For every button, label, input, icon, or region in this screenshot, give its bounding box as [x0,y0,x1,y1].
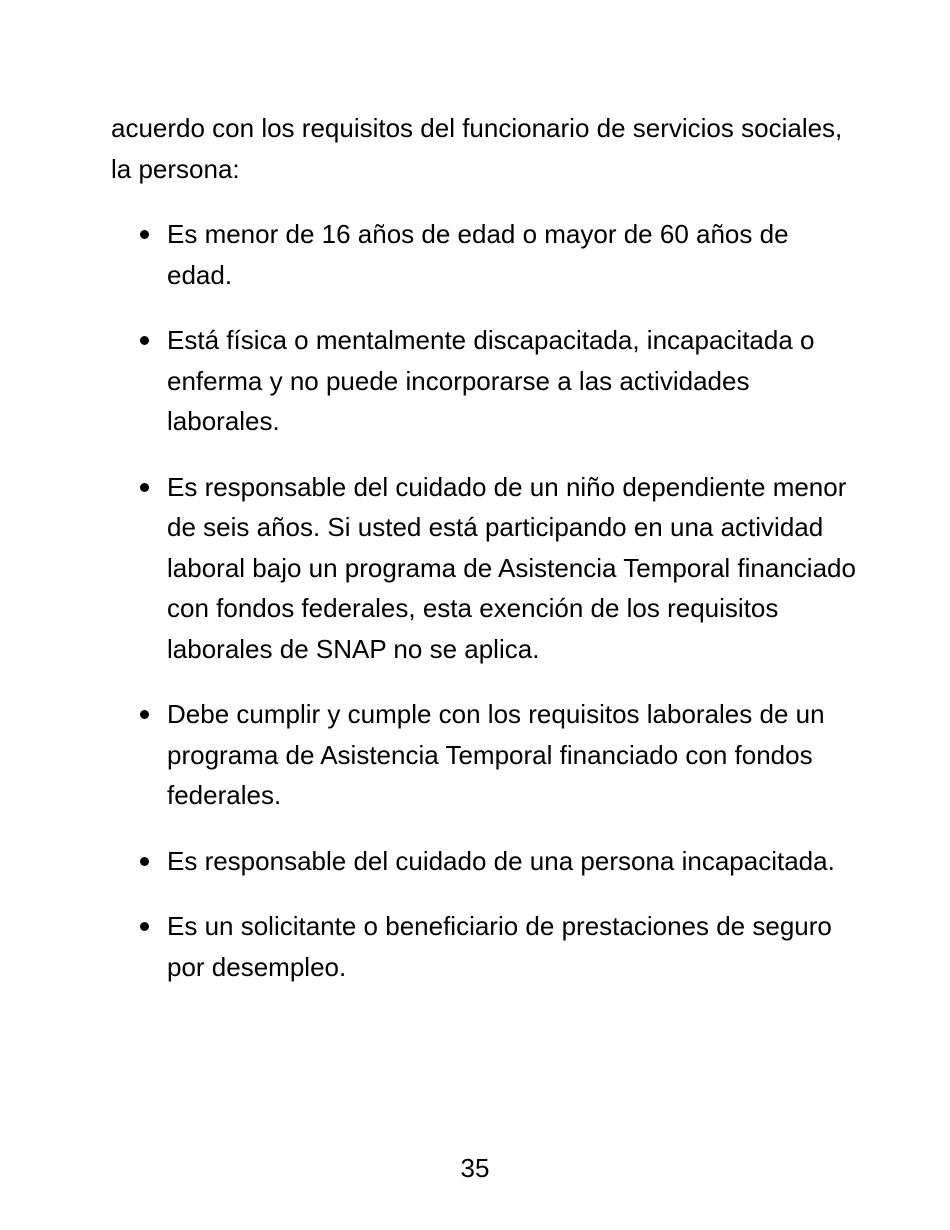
list-item [167,320,857,442]
bullet-icon [140,922,149,931]
bullet-icon [140,483,149,492]
intro-paragraph: acuerdo con los requisitos del funcionario de servicios sociales, la persona: [111,113,843,184]
bullet-icon [140,857,149,866]
list-item-text: Es menor de 16 años de edad o mayor de 60 años de edad. [167,219,789,290]
list-item-text: Es responsable del cuidado de una persona incapacitada. [167,845,835,876]
list-item [167,467,857,670]
bullet-icon [140,336,149,345]
list-item-text: Es un solicitante o beneficiario de prestaciones de seguro por desempleo. [167,911,832,982]
exemption-list [167,214,857,1012]
list-item-text: Debe cumplir y cumple con los requisitos laborales de un programa de Asistencia Temporal financiado con fondos federales. [167,699,825,810]
bullet-icon [140,230,149,239]
list-item [167,841,857,882]
list-item-text: Está física o mentalmente discapacitada, incapacitada o enferma y no puede incorporarse a las actividades laborales. [167,325,815,436]
bullet-icon [140,710,149,719]
list-item [167,694,857,816]
page-number: 35 [460,1153,490,1183]
list-item [167,906,857,987]
list-item [167,214,857,295]
list-item-text: Es responsable del cuidado de un niño dependiente menor de seis años. Si usted está participando en una actividad laboral bajo un programa de Asistencia Temporal financiado con fondos federales, esta exención de los requisitos laborales de SNAP no se aplica. [167,471,856,664]
